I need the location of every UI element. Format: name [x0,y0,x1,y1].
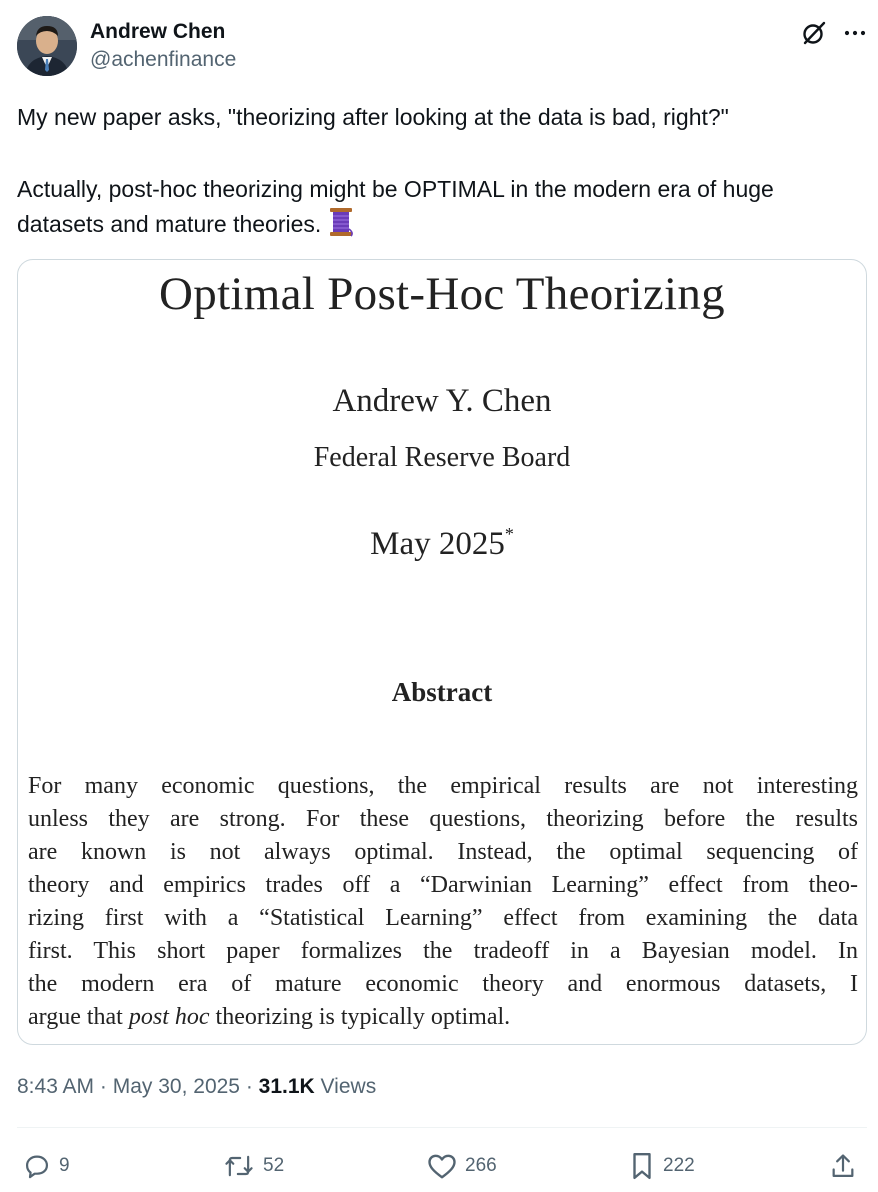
author-handle[interactable]: @achenfinance [90,48,237,71]
abstract-body [28,770,858,1034]
paper-date-text: May 2025 [370,526,505,562]
heart-icon [427,1152,457,1180]
abstract-heading: Abstract [391,677,493,707]
repost-icon [223,1152,255,1180]
like-count: 266 [465,1155,497,1176]
abstract-line: first. This short paper formalizes the tradeoff in a Bayesian model. In [28,938,858,964]
tweet-paragraph: My new paper asks, "theorizing after looking at the data is bad, right?" [17,104,729,130]
tweet-header [17,16,867,78]
bookmark-button[interactable] [629,1146,695,1186]
views-label: Views [314,1075,377,1098]
tweet-time[interactable]: 8:43 AM [17,1075,95,1098]
tweet-meta [17,1072,376,1102]
bookmark-count: 222 [663,1155,695,1176]
views-count: 31.1K [258,1075,315,1098]
paper-date [18,512,866,566]
abstract-line: are known is not always optimal. Instead, the optimal sequencing of [28,839,858,865]
more-icon[interactable] [843,21,867,45]
author-display-name[interactable]: Andrew Chen [90,20,226,43]
paper-affiliation: Federal Reserve Board [313,442,571,473]
meta-separator: · [240,1075,259,1098]
abstract-line: the modern era of mature economic theory and enormous datasets, I [28,971,858,997]
tweet-text [17,100,867,247]
repost-count: 52 [263,1155,285,1176]
reply-button[interactable] [23,1146,70,1186]
abstract-line [28,1001,858,1034]
bookmark-icon [629,1151,655,1181]
meta-separator: · [94,1075,113,1098]
abstract-line: unless they are strong. For these questions, theorizing before the results [28,806,858,832]
avatar[interactable] [17,16,77,76]
abstract-line: For many economic questions, the empirical results are not interesting [28,773,858,799]
paper-page [18,260,866,1044]
repost-button[interactable] [223,1146,284,1186]
abstract-line: rizing first with a “Statistical Learning” effect from examining the data [28,905,858,931]
share-icon [829,1152,857,1180]
paper-title: Optimal Post-Hoc Theorizing [159,268,725,320]
paper-author: Andrew Y. Chen [332,383,552,419]
grok-icon[interactable] [801,20,827,46]
reply-icon [23,1152,51,1180]
tweet-paragraph-text: Actually, post-hoc theorizing might be OPTIMAL in the modern era of huge datasets and mature theories. [17,176,774,237]
paper-date-footnote-mark: * [504,524,514,544]
reply-count: 9 [59,1155,70,1176]
abstract-text: argue that [28,1004,129,1030]
like-button[interactable] [427,1146,497,1186]
media-image[interactable] [17,259,867,1045]
divider [17,1127,867,1128]
tweet-date[interactable]: May 30, 2025 [112,1075,240,1098]
tweet-paragraph [17,172,867,247]
action-bar [17,1146,867,1186]
abstract-italic-text: post hoc [128,1004,210,1030]
abstract-line: theory and empirics trades off a “Darwinian Learning” effect from theo- [28,872,858,898]
thread-spool-icon [327,207,355,247]
share-button[interactable] [829,1146,857,1186]
abstract-text: theorizing is typically optimal. [209,1004,511,1030]
